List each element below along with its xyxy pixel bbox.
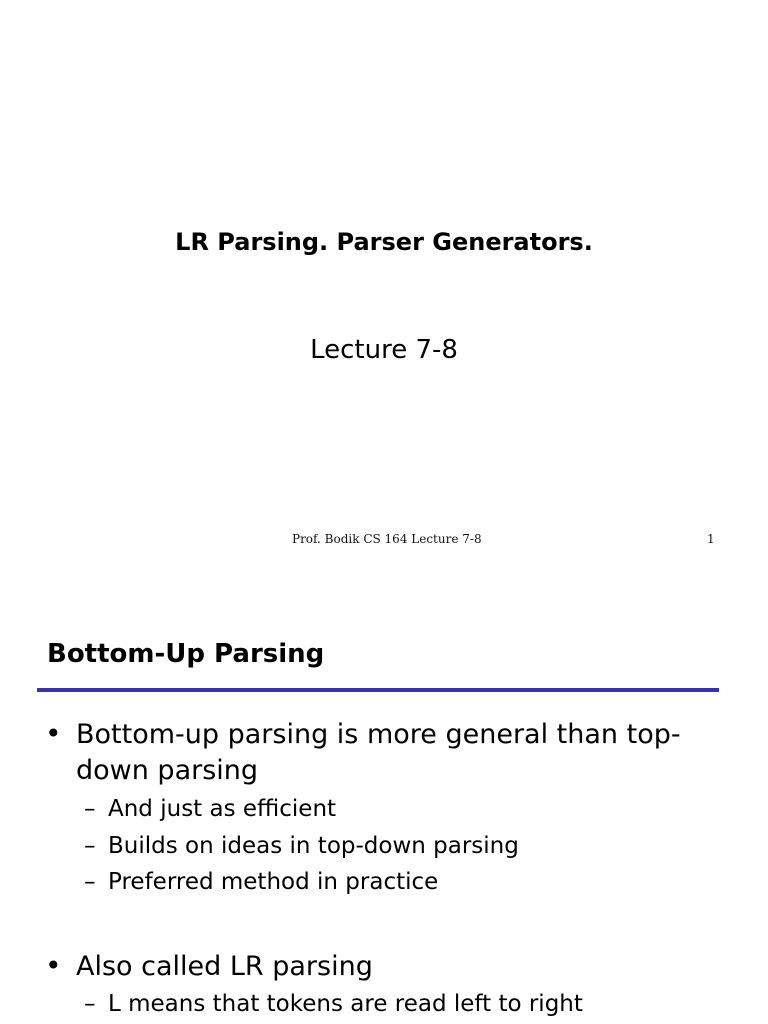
bullet-1-line-1: Bottom-up parsing is more general than top-	[76, 719, 681, 750]
content-slide	[0, 576, 768, 1024]
dash-icon: –	[84, 991, 96, 1017]
sub-bullet-1-2: Builds on ideas in top-down parsing	[108, 833, 519, 859]
bullet-1-line-2: down parsing	[76, 755, 259, 786]
sub-bullet-1-1: And just as efficient	[108, 796, 337, 822]
page-number: 1	[707, 532, 715, 546]
dash-icon: –	[84, 833, 96, 859]
dash-icon: –	[84, 796, 96, 822]
dash-icon: –	[84, 869, 96, 895]
slide-subtitle: Lecture 7-8	[310, 335, 458, 365]
slide-footer: Prof. Bodik CS 164 Lecture 7-8	[292, 532, 482, 546]
sub-bullet-1-3: Preferred method in practice	[108, 869, 439, 895]
bullet-icon: •	[45, 949, 62, 982]
slide-heading: Bottom-Up Parsing	[47, 639, 325, 669]
bullet-icon: •	[45, 717, 62, 750]
slide-title: LR Parsing. Parser Generators.	[175, 228, 593, 256]
bullet-2-line-1: Also called LR parsing	[76, 951, 373, 982]
heading-rule	[37, 688, 719, 692]
sub-bullet-2-1: L means that tokens are read left to right	[108, 991, 583, 1017]
